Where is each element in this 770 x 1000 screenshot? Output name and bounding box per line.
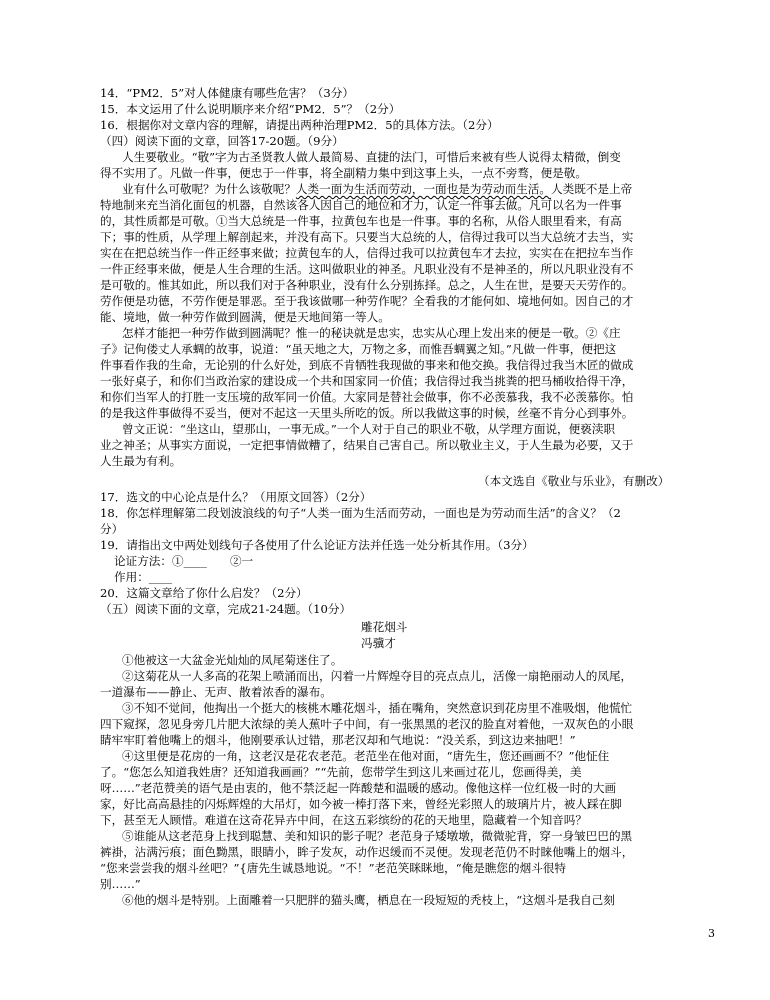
text-line: 冯骥才 <box>361 636 396 650</box>
text-line: 作用：____ <box>114 570 172 584</box>
text-line: 论证方法：①____ ②一 <box>114 554 254 568</box>
text-line: 了。“您怎么知道我姓唐？还知道我画画？”“先前，您带学生到这儿来画过花儿，您画得美，美 <box>100 765 582 779</box>
text-line: ③不知不觉间，他掏出一个挺大的核桃木雕花烟斗，插在嘴角，突然意识到花房里不准吸烟，他慌忙 <box>122 701 633 715</box>
text-line: 曾文正说：“坐这山，望那山，一事无成。”一个人对于自己的职业不敬，从学理方面说，便亵渎职 <box>122 422 615 436</box>
text-line: ④这里便是花房的一角，这老汉是花农老范。老范坐在他对面，“唐先生，您还画画不？”他怔住 <box>122 749 610 763</box>
text-line: 特地制来充当消化面包的机器，自然该各人因自己的地位和才力，认定一件事去做。凡可以名为一件事 <box>100 198 622 212</box>
text-segment: 业有什么可敬呢？为什么该敬呢？ <box>122 182 296 196</box>
text-line: 得不实用了。凡做一件事，便忠于一件事，将全副精力集中到这事上头，一点不旁骛，便是敬。 <box>100 166 587 180</box>
page-number: 3 <box>708 927 715 940</box>
text-line: 裤褂，沾满污痕；面色黝黑，眼睛小，眸子发灰，动作迟缓而不灵便。发现老范仍不时睐他嘴上的烟斗， <box>100 845 634 859</box>
text-line: 能、境地，做一种劳作做到圆满，便是天地间第一等人。 <box>100 310 390 324</box>
text-line: ⑥他的烟斗是特别。上面雕着一只肥胖的猫头鹰，栖息在一段短短的秃枝上，“这烟斗是我自己刻 <box>122 893 615 907</box>
text-line: （本文选自《敬业与乐业》，有删改） <box>478 474 670 488</box>
text-line: 子》记佝偻丈人承蜩的故事，说道：“虽天地之大，万物之多，而惟吾蜩翼之知。”凡做一件事，便把这 <box>100 342 617 356</box>
text-line: 怎样才能把一种劳作做到圆满呢？惟一的秘诀就是忠实，忠实从心理上发出来的便是一敬。②《庄 <box>122 326 621 340</box>
text-line: （五）阅读下面的文章，完成21-24题。（10分） <box>100 602 352 616</box>
text-line: 分） <box>100 522 124 536</box>
text-line: 是可敬的。惟其如此，所以我们对于各种职业，没有什么分别拣择。总之，人生在世，是要天天劳作的。 <box>100 278 634 292</box>
text-line: 家，好比高高悬挂的闪烁辉煌的大吊灯，如今被一棒打落下来，曾经光彩照人的玻璃片片，被人踩在脚 <box>100 797 622 811</box>
text-line: 雕花烟斗 <box>361 620 408 634</box>
text-line: ①他被这一大盆金光灿灿的凤尾菊迷住了。 <box>122 653 343 667</box>
text-line: 业之神圣；从事实方面说，一定把事情做糟了，结果自己害自己。所以敬业主义，于人生最为必要，又于 <box>100 438 634 452</box>
text-line: 和你们当军人的打胜一支压境的敌军同一价值。大家同是替社会做事，你不必羡慕我，我不必羡慕你。怕 <box>100 390 634 404</box>
text-line: 14．“PM2．5”对人体健康有哪些危害？（3分） <box>100 86 354 100</box>
text-line: 下；事的性质，从学理上解剖起来，并没有高下。只要当大总统的人，信得过我可以当大总统才去当，实 <box>100 230 634 244</box>
text-line: 劳作便是功德，不劳作便是罪恶。至于我该做哪一种劳作呢？全看我的才能何如、境地何如。因自己的才 <box>100 294 634 308</box>
text-line: 四下窥探，忽见身旁几片肥大浓绿的美人蕉叶子中间，有一张黑黑的老汉的脸直对着他，一双灰色的小眼 <box>100 717 634 731</box>
text-line: 呀……”老范赞美的语气是由衷的，他不禁泛起一阵酸楚和温暖的感动。像他这样一位红极一时的大画 <box>100 781 617 795</box>
text-line: 人生要敬业。“敬”字为古圣贤教人做人最简易、直捷的法门，可惜后来被有些人说得太精微，倒变 <box>122 150 621 164</box>
text-line: ⑤谁能从这老范身上找到聪慧、美和知识的影子呢？老范身子矮墩墩，微微驼背，穿一身皱巴巴的黑 <box>122 829 633 843</box>
text-line: 实在在把总统当作一件正经事来做；拉黄包车的人，信得过我可以拉黄包车才去拉，实实在在把拉车当作 <box>100 246 634 260</box>
text-line: 睛牢牢盯着他嘴上的烟斗，他刚要承认过错，那老汉却和气地说：“没关系，到这边来抽吧！” <box>100 733 576 747</box>
text-line: 16．根据你对文章内容的理解，请提出两种治理PM2．5的具体方法。（2分） <box>100 118 499 132</box>
text-line: 的，其性质都是可敬。①当大总统是一件事，拉黄包车也是一件事。事的名称，从俗人眼里看来，有高 <box>100 214 622 228</box>
text-line: 20．这篇文章给了你什么启发？（2分） <box>100 586 308 600</box>
text-line: 19．请指出文中两处划线句子各使用了什么论证方法并任选一处分析其作用。（3分） <box>100 538 534 552</box>
text-line: 一张好桌子，和你们当政治家的建设成一个共和国家同一价值；我信得过我当挑粪的把马桶收拾得干净， <box>100 374 634 388</box>
text-segment: 人类既不是上帝 <box>551 182 633 196</box>
text-line: 件事看作我的生命，无论别的什么好处，到底不肯牺牲我现做的事来和他交换。我信得过我当木匠的做成 <box>100 358 634 372</box>
text-line: ②这菊花从一人多高的花架上喷涌而出，闪着一片辉煌夺目的亮点点儿，活像一扇艳丽动人的凤尾， <box>122 669 633 683</box>
text-line: 15．本文运用了什么说明顺序来介绍“PM2．5”？（2分） <box>100 102 401 116</box>
text-line: （四）阅读下面的文章，回答17-20题。（9分） <box>100 134 344 148</box>
text-line: 一道瀑布——静止、无声、散着浓香的瀑布。 <box>100 685 332 699</box>
text-line: 17．选文的中心论点是什么？（用原文回答）（2分） <box>100 490 372 504</box>
text-line: 人生最为有利。 <box>100 454 182 468</box>
text-line: 一件正经事来做，便是人生合理的生活。这叫做职业的神圣。凡职业没有不是神圣的，所以凡职业没有不 <box>100 262 634 276</box>
underlined-sentence: 人类一面为生活而劳动，一面也是为劳动而生活。 <box>295 182 551 196</box>
text-line <box>122 182 632 197</box>
text-line: “您来尝尝我的烟斗丝吧？”{唐先生诚恳地说。“不！”老范笑眯眯地，“俺是瞧您的烟斗很特 <box>100 861 566 875</box>
text-line: 的是我这件事做得不妥当，便对不起这一天里头所吃的饭。所以我做这事的时候，丝毫不肯分心到事外。 <box>100 406 634 420</box>
text-line: 下，甚至无人顾惜。难道在这奇花异卉中间，在这五彩缤纷的花的天地里，隐藏着一个知音吗？ <box>100 813 587 827</box>
text-line: 18．你怎样理解第二段划波浪线的句子“人类一面为生活而劳动，一面也是为劳动而生活”的含义？（2 <box>100 506 621 520</box>
text-line: 别……” <box>100 877 141 891</box>
